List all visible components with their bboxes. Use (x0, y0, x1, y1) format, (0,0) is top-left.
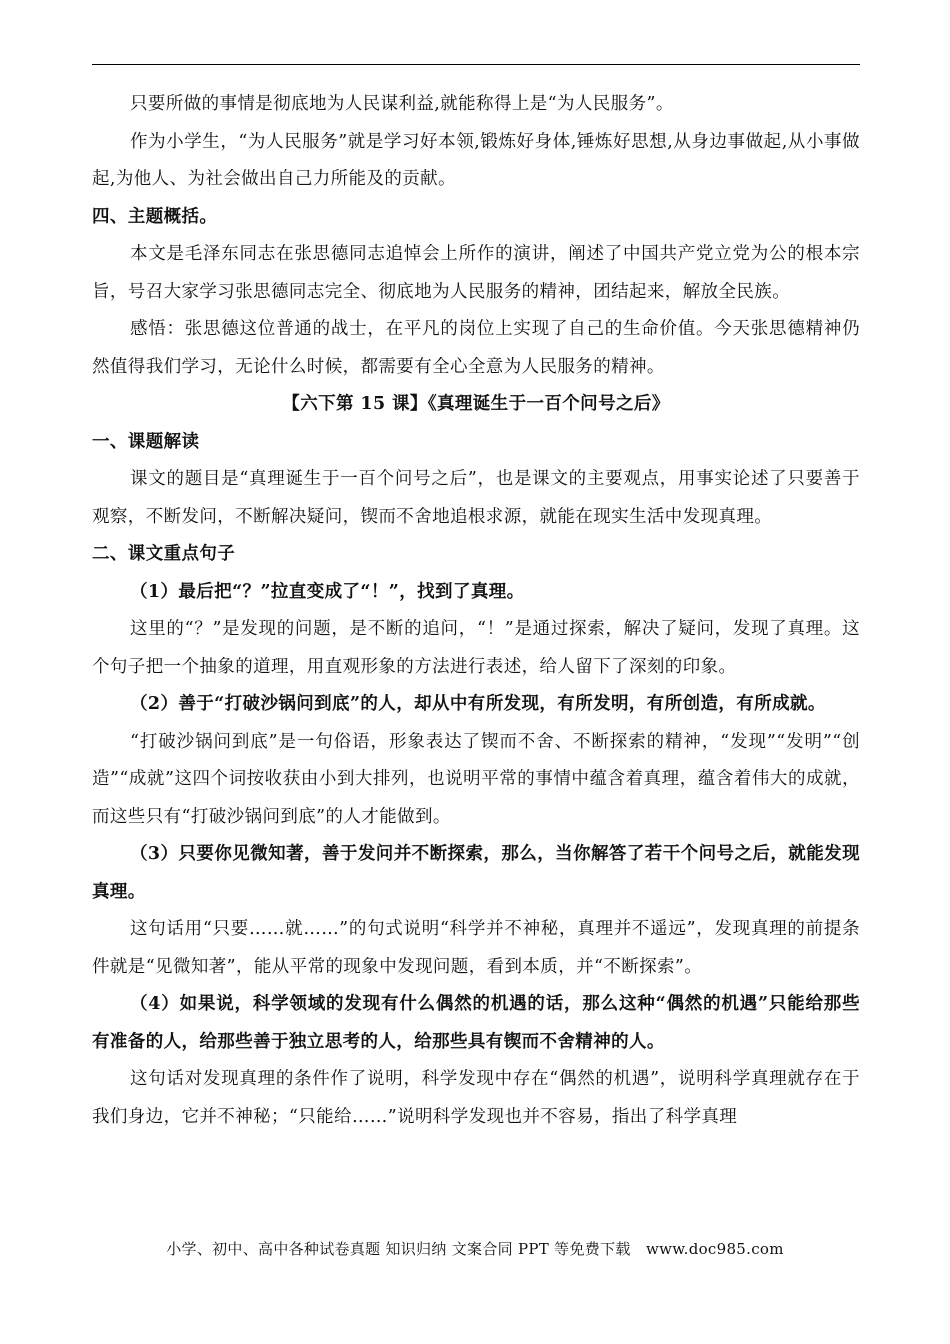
key-sentence-4: （4）如果说，科学领域的发现有什么偶然的机遇的话，那么这种“偶然的机遇”只能给那些有准备的人，给那些善于独立思考的人，给那些具有锲而不舍精神的人。 (92, 994, 860, 1052)
lesson-title: 【六下第 15 课】《真理诞生于一百个问号之后》 (282, 394, 670, 414)
paragraph-1: 只要所做的事情是彻底地为人民谋利益,就能称得上是“为人民服务”。 (130, 94, 674, 114)
paragraph-2: 作为小学生，“为人民服务”就是学习好本领,锻炼好身体,锤炼好思想,从身边事做起,从小事做起,为他人、为社会做出自己力所能及的贡献。 (92, 131, 860, 189)
explanation-4: 这句话对发现真理的条件作了说明，科学发现中存在“偶然的机遇”，说明科学真理就存在于我们身边，它并不神秘；“只能给……”说明科学发现也并不容易，指出了科学真理 (92, 1069, 860, 1127)
paragraph-reflection: 感悟：张思德这位普通的战士，在平凡的岗位上实现了自己的生命价值。今天张思德精神仍然值得我们学习，无论什么时候，都需要有全心全意为人民服务的精神。 (92, 319, 860, 377)
explanation-2: “打破沙锅问到底”是一句俗语，形象表达了锲而不舍、不断探索的精神，“发现”“发明”“创造”“成就”这四个词按收获由小到大排列，也说明平常的事情中蕴含着真理，蕴含着伟大的成就，而这些只有“打破沙锅问到底”的人才能做到。 (92, 731, 860, 827)
explanation-1: 这里的“？”是发现的问题，是不断的追问，“！”是通过探索，解决了疑问，发现了真理。这个句子把一个抽象的道理，用直观形象的方法进行表述，给人留下了深刻的印象。 (92, 619, 860, 677)
key-sentence-1: （1）最后把“？”拉直变成了“！”，找到了真理。 (130, 581, 525, 602)
header-rule (92, 64, 860, 65)
paragraph-title-interpretation: 课文的题目是“真理诞生于一百个问号之后”，也是课文的主要观点，用事实论述了只要善于观察，不断发问，不断解决疑问，锲而不舍地追根求源，就能在现实生活中发现真理。 (92, 469, 860, 527)
key-sentence-2: （2）善于“打破沙锅问到底”的人，却从中有所发现，有所发明，有所创造，有所成就。 (130, 694, 826, 714)
document-body (92, 86, 860, 1136)
page-footer: 小学、初中、高中各种试卷真题 知识归纳 文案合同 PPT 等免费下载 www.doc985.com (166, 1240, 784, 1258)
explanation-3: 这句话用“只要……就……”的句式说明“科学并不神秘，真理并不遥远”，发现真理的前提条件就是“见微知著”，能从平常的现象中发现问题，看到本质，并“不断探索”。 (92, 919, 860, 977)
paragraph-theme: 本文是毛泽东同志在张思德同志追悼会上所作的演讲，阐述了中国共产党立党为公的根本宗旨，号召大家学习张思德同志完全、彻底地为人民服务的精神，团结起来，解放全民族。 (92, 244, 860, 302)
key-sentence-3: （3）只要你见微知著，善于发问并不断探索，那么，当你解答了若干个问号之后，就能发现真理。 (92, 844, 860, 902)
section-heading-2: 二、课文重点句子 (92, 544, 236, 564)
section-heading-4: 四、主题概括。 (92, 206, 218, 227)
section-heading-1: 一、课题解读 (92, 431, 200, 452)
